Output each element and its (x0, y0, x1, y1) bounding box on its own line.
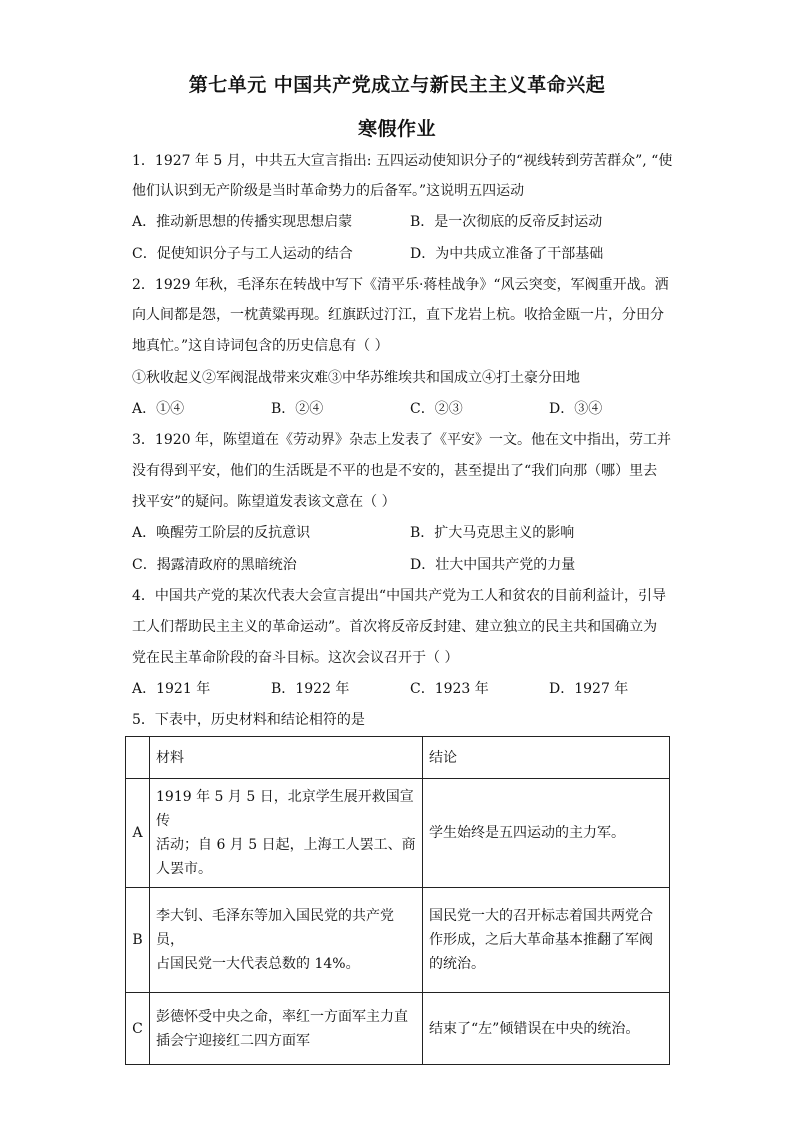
question-5-stem-line: 5．下表中，历史材料和结论相符的是 (132, 712, 365, 728)
question-1-option-c[interactable]: C．促使知识分子与工人运动的结合 (132, 246, 353, 262)
conclusion-line: 作形成，之后大革命基本推翻了军阀 (429, 932, 653, 948)
conclusion-cell (423, 888, 670, 993)
material-line: 插会宁迎接红二四方面军 (156, 1032, 310, 1049)
question-1-stem-line: 他们认识到无产阶级是当时革命势力的后备军。”这说明五四运动 (132, 183, 525, 199)
table-header-cell (126, 737, 150, 779)
material-line: 彭德怀受中央之命，率红一方面军主力直 (156, 1008, 408, 1025)
assignment-subtitle: 寒假作业 (357, 118, 436, 140)
conclusion-cell (423, 779, 670, 888)
conclusion-line: 的统治。 (429, 956, 485, 972)
conclusion-line: 学生始终是五四运动的主力军。 (429, 825, 625, 841)
question-2-stem-line: 向人间都是怨，一枕黄粱再现。红旗跃过汀江，直下龙岩上杭。收拾金瓯一片，分田分 (132, 307, 664, 323)
question-4-stem-line: 工人们帮助民主主义的革命运动”。首次将反帝反封建、建立独立的民主共和国确立为 (132, 619, 658, 635)
question-3-option-c[interactable]: C．揭露清政府的黑暗统治 (132, 557, 297, 573)
table-row (126, 993, 670, 1065)
question-2-option-d[interactable]: D．③④ (549, 401, 603, 417)
table-header-cell: 结论 (423, 737, 670, 779)
question-2-statements: ①秋收起义②军阀混战带来灾难③中华苏维埃共和国成立④打土豪分田地 (132, 370, 580, 386)
question-4-option-b[interactable]: B．1922 年 (271, 681, 350, 697)
question-3-option-a[interactable]: A．唤醒劳工阶层的反抗意识 (132, 525, 311, 541)
conclusion-line: 国民党一大的召开标志着国共两党合 (429, 908, 653, 924)
question-2-option-a[interactable]: A．①④ (132, 401, 185, 417)
question-3-option-d[interactable]: D．壮大中国共产党的力量 (410, 557, 576, 573)
conclusion-line: 结束了“左”倾错误在中央的统治。 (429, 1020, 640, 1037)
row-label: A (126, 779, 150, 888)
question-1-option-a[interactable]: A．推动新思想的传播实现思想启蒙 (132, 214, 353, 230)
table-header-cell: 材料 (150, 737, 423, 779)
question-4-option-d[interactable]: D．1927 年 (549, 681, 629, 697)
question-1-option-b[interactable]: B．是一次彻底的反帝反封运动 (410, 214, 603, 230)
question-3-stem-line: 找平安”的疑问。陈望道发表该文意在（ ） (132, 494, 396, 510)
materials-table (125, 736, 670, 1065)
material-line: 活动；自 6 月 5 日起，上海工人罢工、商 (156, 837, 416, 853)
material-line: 人罢市。 (156, 861, 212, 877)
row-label: C (126, 993, 150, 1065)
question-1-option-d[interactable]: D．为中共成立准备了干部基础 (410, 246, 604, 262)
question-2-option-c[interactable]: C．②③ (410, 401, 463, 417)
question-3-stem-line: 没有得到平安，他们的生活既是不平的也是不安的，甚至提出了“我们向那（哪）里去 (132, 463, 658, 479)
question-2-stem-line: 地真忙。”这自诗词包含的历史信息有（ ） (132, 338, 389, 354)
material-line: 李大钊、毛泽东等加入国民党的共产党员， (156, 908, 394, 948)
question-3-option-b[interactable]: B．扩大马克思主义的影响 (410, 525, 575, 541)
table-row (126, 779, 670, 888)
row-label: B (126, 888, 150, 993)
table-header-row (126, 737, 670, 779)
question-2-option-b[interactable]: B．②④ (271, 401, 324, 417)
material-line: 占国民党一大代表总数的 14%。 (156, 956, 360, 972)
question-4-stem-line: 4．中国共产党的某次代表大会宣言提出“中国共产党为工人和贫农的目前利益计，引导 (132, 588, 667, 604)
material-line: 1919 年 5 月 5 日，北京学生展开救国宣传 (156, 789, 414, 829)
material-cell (150, 779, 423, 888)
table-row (126, 888, 670, 993)
conclusion-cell (423, 993, 670, 1065)
question-1-stem-line: 1．1927 年 5 月，中共五大宣言指出: 五四运动使知识分子的“视线转到劳苦群众”, “使 (132, 153, 673, 169)
material-cell (150, 888, 423, 993)
question-4-stem-line: 党在民主革命阶段的奋斗目标。这次会议召开于（ ） (132, 650, 459, 666)
question-4-option-c[interactable]: C．1923 年 (410, 681, 489, 697)
question-2-stem-line: 2．1929 年秋，毛泽东在转战中写下《清平乐·蒋桂战争》“风云突变，军阀重开战。洒 (132, 277, 669, 293)
unit-title: 第七单元 中国共产党成立与新民主主义革命兴起 (188, 74, 606, 96)
material-cell (150, 993, 423, 1065)
question-3-stem-line: 3．1920 年，陈望道在《劳动界》杂志上发表了《平安》一文。他在文中指出，劳工并 (132, 432, 671, 448)
question-4-option-a[interactable]: A．1921 年 (132, 681, 211, 697)
